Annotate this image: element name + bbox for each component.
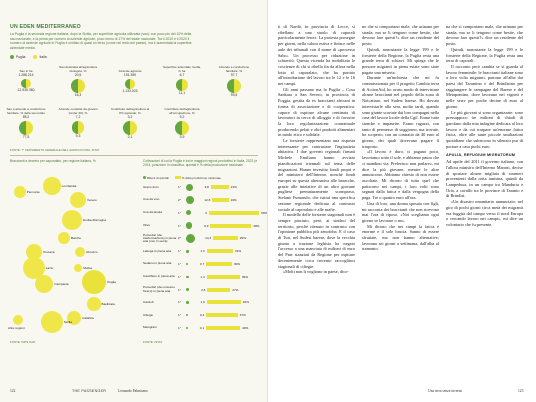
- bar-crop-label: Grano duro: [143, 184, 159, 189]
- bubble-label: Basilicata: [101, 302, 115, 306]
- bar-quintali-value: 2,8: [201, 287, 206, 292]
- bar-legend-quintali-label: Milioni di quintali: [146, 176, 169, 180]
- bar-quintali-value: 1,4: [200, 274, 205, 279]
- bar-crop-label: Carciofi: [143, 299, 154, 304]
- bubble-label: Lombardia: [61, 184, 77, 188]
- text-column-2: [362, 24, 439, 252]
- bubble-label: Marche: [70, 236, 82, 240]
- bar-row: [143, 196, 237, 205]
- bar-rank: 1°: [178, 287, 181, 292]
- bar-crop-label: Olive: [143, 223, 151, 228]
- bar-quintali-dot: [186, 263, 188, 265]
- stat-circle: [175, 121, 189, 135]
- stat-circle: [123, 121, 137, 135]
- bar-rank: 1°: [178, 326, 181, 331]
- stat-circle: [125, 79, 135, 89]
- bar-pct-bar: [209, 211, 259, 215]
- bubble-molise: [74, 264, 83, 273]
- bar-pct-value: 39%: [241, 274, 249, 279]
- bar-pct-bar: [212, 198, 228, 202]
- stat-value-puglia: 7,2: [75, 115, 81, 119]
- bar-row: [143, 247, 241, 256]
- bar-row: [143, 209, 267, 218]
- bar-pct-value: 59%: [261, 210, 268, 215]
- stat-value-italia: 77,5: [22, 134, 30, 139]
- stat-circle: [19, 121, 33, 135]
- paragraph: no che si comportano male, che urinano per strada, ma se li tengono come bestie, che devono fare questi?» dice un residente del posto.: [362, 24, 439, 47]
- bubble-chart-title: Braccianti a decreto per caporalato, per regione italiana, %: [10, 159, 96, 163]
- bar-legend-quintali-swatch: [143, 176, 146, 179]
- stat-circle-puglia-half: [175, 121, 182, 135]
- stat-value-puglia: 6,7: [179, 73, 185, 77]
- section-title: UN EDEN MEDITERRANEO: [10, 24, 81, 30]
- stat-value-puglia: 97,7: [230, 73, 238, 77]
- bar-quintali-value: 0,1: [199, 326, 205, 331]
- paragraph: Durante un'inchiesta che mi fu commissionata per il progetto Cambia terra di ActionAid, ho avuto modo di intervistare alcune braccianti nel popolo della zona di Noicattaro, nel Sudest barese. Ho dovuto intervistarle alla sera, molto tardi, quando sono giunte scortate dai loro compagni nella casa del lavoro locale della Cgil. Erano tutte stanche e impaurite. Erano ragazzi, con tanto di permesso di soggiorno, ma trovate, ho scoperto, con un contratto da 40 euro al giorno, dei quali dovevano pagare il trasporto.: [362, 75, 439, 149]
- paragraph: na che si comportano male, che urinano per strada, ma se li tengono come bestie, che devono fare questi?» dice un residente del posto.: [446, 24, 523, 47]
- stat-4: [162, 62, 202, 96]
- bar-row: [143, 311, 246, 320]
- bar-crop-label: Melograni: [143, 325, 157, 330]
- page-number-right: 123: [518, 389, 524, 393]
- bar-legend-pct-swatch: [175, 176, 181, 179]
- source-census: FONTE: 7° CENSIMENTO GENERALE DELL'AGRICOLTURA, ISTAT: [10, 148, 100, 152]
- stat-circle: [176, 79, 188, 91]
- stat-value-italia: 2,1: [127, 134, 133, 139]
- bubble-label: Molise: [83, 266, 93, 270]
- bar-row: [143, 273, 248, 282]
- stat-value-italia: 16,3: [74, 92, 82, 97]
- text-column-3-body: [446, 24, 523, 149]
- bar-pct-value: 27%: [232, 287, 239, 292]
- stats-legend: [10, 55, 47, 59]
- bar-row: [143, 298, 249, 307]
- bar-pct-value: 37%: [239, 313, 246, 318]
- stat-3: [110, 104, 150, 140]
- bubble-altre-regioni: [13, 315, 23, 325]
- bar-quintali-value: 1,6: [200, 300, 205, 305]
- bar-pct-bar: [206, 262, 232, 266]
- bar-quintali-value: 0,4: [199, 313, 205, 318]
- right-page: [268, 0, 536, 402]
- text-column-3-after: [446, 159, 523, 227]
- paragraph: «Molti non li vogliono in paese, dico-: [283, 269, 349, 275]
- stat-circle-puglia-half: [125, 79, 130, 89]
- stat-3: [110, 62, 150, 93]
- stat-2: [58, 104, 98, 138]
- bar-quintali-dot: [186, 301, 189, 304]
- bar-pct-bar: [207, 300, 241, 304]
- stat-label: Contributo dell'agricoltura al Pil regionale, %: [110, 107, 150, 116]
- bar-quintali-dot: [186, 288, 189, 291]
- paragraph: Le forsterie rappresentano una risposta interessante per contrastare l'ingiustizia abitativa. I due governi regionali firmati Michele Emiliano hanno avviato pianificazioni triennali sul tema delle migrazioni. Hanno investito fondi propri e del ministero dell'Interno, nonché fondi europei su questa alternativa alle baracche, grazie alle iniziative di un altro giovane pugliese prematuramente scomparso, Stefano Fumarulo, che istituì una specifica sezione regionale dedicata al contrasto sociale al caporalato e alle mafie.: [278, 138, 355, 212]
- bubble-label: Campania: [54, 282, 69, 286]
- bar-crop-label: Pomodori (da trasformazione) in piena aria (non in serra): [143, 232, 177, 244]
- bar-pct-bar: [213, 236, 238, 240]
- paragraph: Il racconto però cambia se si guarda al lavoro femminile: le braccianti italiane sono a loro volta migranti, partono all'alba dai paesi del Tarantino e del Brindisino per raggiungere le campagne del Barese e del Metapontino, dove lavorano nei vigneti e nelle serre per poche decine di euro al giorno.: [446, 63, 523, 109]
- bar-crop-label: Cavolfiore in piena aria: [143, 274, 175, 279]
- bubble-label: Altre regioni: [8, 326, 25, 331]
- stat-value-puglia: 1.288.214: [18, 73, 34, 77]
- bubble-label: Veneto: [86, 198, 97, 202]
- stat-circle-puglia-half: [19, 121, 26, 135]
- bubble-label: Piemonte: [26, 190, 40, 194]
- paragraph: Mi dicono che nei campi la fatica è enorme e il sole brucia. Sanno di essere sfruttate, ma non hanno alternative; lavorano sei giorni a settimana, dall'alba al tramonto.: [362, 223, 439, 252]
- legend-puglia-label: Puglia: [16, 55, 26, 59]
- bar-rank: 1°: [178, 223, 181, 228]
- bar-pct-bar: [207, 249, 233, 253]
- bar-crop-label: Lattuga in piena aria: [143, 248, 172, 253]
- divider: [10, 155, 258, 156]
- stat-value-puglia: 3,2: [127, 115, 133, 119]
- bar-pct-value: 21%: [230, 185, 237, 190]
- stat-circle-puglia-half: [123, 121, 130, 135]
- bar-quintali-value: 8,9: [204, 223, 209, 228]
- stat-label: Superficie aziendale media, in ha: [162, 65, 201, 74]
- bar-rank: 2°: [178, 236, 181, 241]
- bar-pct-bar: [207, 288, 230, 292]
- bar-pct-bar: [207, 275, 240, 279]
- bar-pct-bar: [206, 313, 237, 317]
- bubble-label: Emilia-Romagna: [83, 218, 106, 222]
- bubble-label: Lazio: [45, 266, 54, 270]
- bubble-label: Puglia: [107, 280, 116, 284]
- stat-circle: [227, 79, 241, 93]
- bar-crop-label: Uva da tavola: [143, 210, 162, 215]
- stat-label: Aziende condotte da giovani (under 40), %: [58, 107, 98, 116]
- bar-rank: 1°: [178, 274, 181, 279]
- running-head-author: Leonardo Palmisano: [118, 389, 148, 393]
- bar-crop-label: Sedano in piena aria: [143, 261, 172, 266]
- source-inps: FONTE: INPS OAD: [10, 340, 36, 344]
- bar-quintali-dot: [186, 327, 188, 329]
- stat-label: Sau destinata all'agricoltura biologica, %: [59, 65, 97, 74]
- bubble-piemonte: [14, 186, 26, 198]
- bar-legend-pct: [175, 176, 221, 180]
- bar-quintali-dot: [186, 184, 193, 191]
- paragraph: Le più giovani si sono organizzate: sono pressappoco tre milioni di chiodi di garofano dalla mia indagine dedicata al loro lavoro e da cui traspare un'enorme fatica fisica, oltre alle tante piccole umiliazioni quotidiane che subiscono in silenzio pur di portare a casa pochi euro.: [446, 109, 523, 149]
- bar-quintali-dot: [186, 222, 192, 228]
- source-istat: FONTE: ISTAT: [143, 340, 163, 344]
- bar-quintali-dot: [186, 210, 191, 215]
- bar-rank: 2°: [178, 198, 181, 203]
- stat-label: Sau a aziende a conduzione familiare, % della sau totale: [6, 107, 46, 116]
- bubble-sicilia: [41, 311, 63, 333]
- page-number-left: 122: [10, 389, 16, 393]
- stat-value-italia: 12.535.360: [17, 88, 35, 93]
- stat-value-puglia: 85,2: [22, 115, 30, 119]
- stat-value-puglia: 20,5: [74, 73, 82, 77]
- bar-quintali-value: 0,7: [200, 262, 205, 267]
- running-head-magazine: THE PASSENGER: [72, 389, 107, 393]
- bar-crop-label: Pomodori (da consumo fresco) in piena aria: [143, 285, 175, 293]
- bar-quintali-dot: [186, 276, 189, 279]
- bar-pct-value: 40%: [242, 300, 249, 305]
- bar-rank: 1°: [178, 300, 181, 305]
- stat-circle-puglia-half: [227, 79, 234, 93]
- bar-crop-label: Uva da vino: [143, 197, 160, 202]
- bubble-basilicata: [87, 297, 100, 310]
- paragraph: «Il lavoro è duro, ci pagano poco, lavoriamo sotto il sole, e abbiamo paura che ci mandino via. Preferisco non parlare», mi dice la più giovane, mentre le altre annuiscono. Abbiamo chiesto di non essere ascoltate. Mi dicono di tutto quel che patiscono nei campi, i loro volti sono segnati dalla fatica e dalla vergogna della paga. Tre o quattro euro all'ora.: [362, 149, 439, 201]
- bubble-veneto: [70, 192, 86, 208]
- bubble-abruzzo: [75, 247, 85, 257]
- stat-value-italia: 1.133.023: [122, 88, 138, 93]
- bar-rank: 1°: [178, 313, 181, 318]
- legend-italia-swatch: [33, 55, 37, 59]
- bar-row: [143, 324, 248, 333]
- bar-pct-value: 30%: [233, 262, 241, 267]
- stat-4: [162, 104, 202, 140]
- bar-row: [143, 234, 246, 243]
- bar-pct-bar: [211, 185, 229, 189]
- bubble-label: Toscana: [42, 250, 55, 254]
- stat-circle: [21, 79, 31, 89]
- bar-quintali-dot: [186, 234, 195, 243]
- bar-row: [143, 183, 237, 192]
- stat-label: Contributo dell'agricoltura all'occupazione, %: [164, 107, 200, 116]
- bubble-lombardia: [43, 177, 60, 194]
- stat-value-puglia: 191.390: [123, 73, 137, 77]
- stat-value-italia: 3,9: [179, 134, 185, 139]
- section-intro: La Puglia è la seconda regione italiana, dopo la Sicilia, per superficie agricola utilizzata (sau): con poco più del 10% della sau nazionale, e la prima per numero di aziende agricole, poco meno di 17% del totale nazionale. Tra il 2010 e il 2020 il numero di aziende agricole in Puglia è crollato di quasi un terzo (come nel resto del paese), ma è aumentata la superficie aziendale media.: [10, 32, 192, 50]
- bar-legend-quintali: [143, 176, 169, 180]
- stat-circle-puglia-half: [71, 79, 78, 93]
- bubble-emilia-romagna: [62, 210, 82, 230]
- stat-value-italia: 9,3: [75, 133, 81, 138]
- legend-puglia: [10, 55, 25, 59]
- bar-chart-title: Coltivazioni di cui la Puglia è tra le maggiori regioni produttrici in Italia, 2023 (e 2024, posizione in classifica, quintali e % della produzione nazionale: [143, 159, 258, 168]
- bar-pct-value: 19%: [230, 198, 237, 203]
- bar-pct-value: 40%: [242, 326, 249, 331]
- stat-circle-puglia-half: [176, 79, 182, 91]
- bar-pct-value: 48%: [253, 223, 260, 228]
- paragraph: Quindi, nonostante la legge 199 e le forsterie della Regione, la Puglia resta una grande terra di schiavi. Mi spiega che le persone migranti in piena estate sono state pagate una miseria.: [362, 46, 439, 75]
- paragraph: Quindi, nonostante la legge 199 e le forsterie della Regione, la Puglia resta una terra di caporali.: [446, 46, 523, 64]
- stat-circle: [72, 121, 85, 134]
- bubble-puglia: [82, 270, 107, 295]
- bar-row: [143, 285, 239, 294]
- legend-italia-label: Italia: [39, 55, 47, 59]
- paragraph: Il modello delle forsterie stagionali non è sempre piaciuto, però, ai sindaci del territorio, perché ritenuto in contrasto con l'opinione pubblica più xenofoba. E il caso di Turi, nel Sudest barese, dove la vecchia giunta a trazione leghista ha negato l'accesso a una manciata di milioni di euro del Pnrr stanziati da Regione per ospitare decentemente circa trecento raccoglitori stagionali di ciliegie.: [278, 212, 355, 269]
- stat-label: Aziende agricole: [118, 69, 142, 74]
- stat-2: [58, 62, 98, 98]
- bar-quintali-dot: [186, 196, 194, 204]
- bar-pct-value: 31%: [234, 249, 242, 254]
- stat-value-puglia: 9,2: [179, 115, 185, 119]
- bar-pct-bar: [210, 224, 251, 228]
- bar-pct-value: 29%: [239, 236, 246, 241]
- bar-rank: 1°: [178, 210, 181, 215]
- stat-label: Aziende a conduzione familiare, %: [218, 65, 250, 74]
- paragraph: Ad aprile del 2011 il governo italiano, con l'allora ministro dell'Interno Maroni, decise di spostare alcune migliaia di stranieri provenienti dalla rotta tunisina, quindi da Lampedusa, in un campo tra Manduria e Oria, a cavallo tra le province di Taranto e di Brindisi.: [446, 159, 523, 199]
- bar-pct-bar: [206, 326, 240, 330]
- stat-circle-puglia-half: [21, 79, 26, 89]
- text-column-3: [446, 24, 523, 228]
- paragraph: Gli anni passano ma la Puglia – Cosa Sankara a San Severo, in provincia di Foggia, gestita da ex braccianti africani in forma di associazione e di cooperativa: capace di ospitare alcune centinaia di lavoratori in cerca di alloggio e di favorire la loro regolarizzazione contrattuale producendo pelati e altri prodotti alimentari in modo etico e solidale.: [278, 86, 355, 138]
- stat-circle-puglia-half: [72, 121, 78, 134]
- bar-quintali-value: 14,3: [205, 236, 212, 241]
- bar-quintali-value: 9,8: [204, 185, 209, 190]
- stat-circle: [71, 79, 85, 93]
- subsection-heading: APULIA, REFUGIUM MIGRATORUM: [446, 153, 516, 158]
- bar-quintali-dot: [186, 314, 188, 316]
- bar-crop-label: Ciliegie: [143, 312, 154, 317]
- text-column-1: [278, 24, 355, 275]
- bubble-label: Calabria: [82, 316, 94, 320]
- bubble-campania: [35, 275, 54, 294]
- bubble-marche: [58, 232, 70, 244]
- legend-italia: [33, 55, 46, 59]
- bar-rank: 1°: [178, 262, 181, 267]
- bar-quintali-value: 1,3: [200, 249, 205, 254]
- stat-1: [6, 62, 46, 93]
- bar-quintali-value: 12,8: [204, 198, 211, 203]
- stat-5: [214, 62, 254, 98]
- bubble-label: Abruzzo: [86, 250, 98, 254]
- paragraph: ti di Nardò, in provincia di Lecce, si ribellano a uno stuolo di caporali particolarmente feroci. La protesta prosegue per giorni, nella calura estiva e finisce nelle aule dei tribunali con il nome di «processo Sabr». Un processo per riduzione in schiavitù. Questa vicenda ha mobilitato le coscienze di chi si ribella fin da allora nella lotta al caporalato, che ha portato all'introduzione del lavoro tra le 12 e le 16 nei campi.: [278, 24, 355, 87]
- stat-value-italia: 93,5: [230, 92, 238, 97]
- bar-rank: 1°: [178, 185, 181, 190]
- bar-legend-pct-label: % della produzione nazionale: [181, 176, 221, 180]
- paragraph: «Un disastro umanitario annunciato: nel giro di pochi giorni circa metà dei migranti era fuggita dal campo verso il nord Europa o cercando lavoro nei campi», mi dice un volontario che fu presente.: [446, 199, 523, 227]
- stat-label: Sau in ha: [19, 69, 33, 74]
- running-head-title: Una terra senza inverno: [428, 389, 463, 393]
- bar-rank: 1°: [178, 249, 181, 254]
- bar-row: [143, 221, 259, 230]
- stat-1: [6, 104, 46, 140]
- bar-row: [143, 260, 240, 269]
- paragraph: Una di loro, una donna sposata con figli, mi racconta dei braccianti che non ricevono mai l'ora di riposo. «Noi scegliamo ogni giorno se lavorare o no».: [362, 200, 439, 223]
- bar-quintali-dot: [186, 250, 189, 253]
- bar-chart-legend: [143, 176, 221, 180]
- bar-quintali-value: 6: [205, 210, 207, 215]
- stat-value-italia: 11,1: [178, 90, 186, 95]
- legend-puglia-swatch: [10, 55, 14, 59]
- bubble-label: Sicilia: [63, 320, 72, 324]
